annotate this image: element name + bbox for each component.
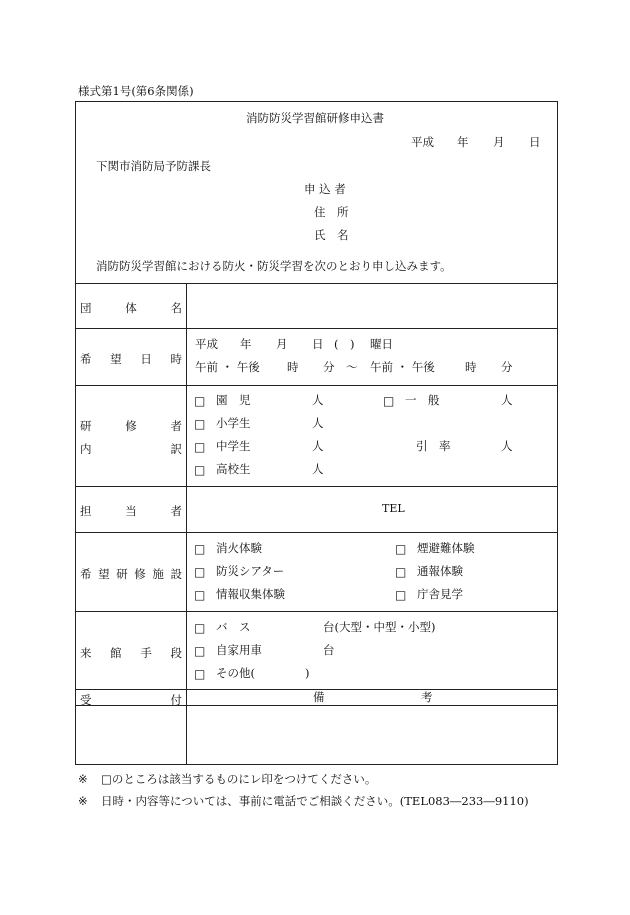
row-divider	[75, 385, 558, 386]
high-school-checkbox[interactable]: □	[194, 463, 206, 477]
kindergarten-checkbox[interactable]: □	[194, 394, 206, 408]
information-gathering-checkbox[interactable]: □	[194, 588, 206, 602]
row-divider	[75, 328, 558, 329]
reception-label: 受 付	[80, 693, 182, 707]
form-title: 消防防災学習館研修申込書	[246, 111, 384, 125]
tel-label: TEL	[382, 502, 405, 515]
facilities-label: 希 望 研 修 施 設	[80, 567, 182, 581]
bus-checkbox[interactable]: □	[194, 621, 206, 635]
row-divider	[75, 611, 558, 612]
row-divider	[75, 532, 558, 533]
application-statement: 消防防災学習館における防火・防災学習を次のとおり申し込みます。	[96, 259, 452, 273]
other-checkbox[interactable]: □	[194, 667, 206, 681]
remarks-field[interactable]	[189, 708, 555, 762]
trainees-label-line2: 内 訳	[80, 442, 182, 456]
reception-field	[78, 708, 184, 762]
building-tour-checkbox[interactable]: □	[395, 588, 407, 602]
desired-datetime-label: 希 望 日 時	[80, 352, 182, 366]
general-checkbox[interactable]: □	[383, 394, 395, 408]
private-car-checkbox[interactable]: □	[194, 644, 206, 658]
row-divider	[75, 283, 558, 284]
group-name-field[interactable]	[190, 288, 552, 324]
transport-label: 来 館 手 段	[80, 646, 182, 660]
addressee: 下関市消防局予防課長	[96, 159, 211, 173]
form-number: 様式第1号(第6条関係)	[78, 84, 194, 98]
row-divider	[75, 486, 558, 487]
name-label: 氏 名	[314, 228, 349, 242]
applicant-label: 申 込 者	[304, 182, 346, 196]
emergency-call-checkbox[interactable]: □	[395, 565, 407, 579]
disaster-theater-checkbox[interactable]: □	[194, 565, 206, 579]
smoke-evacuation-checkbox[interactable]: □	[395, 542, 407, 556]
column-divider	[186, 283, 187, 765]
junior-high-checkbox[interactable]: □	[194, 440, 206, 454]
contact-person-label: 担 当 者	[80, 504, 182, 518]
group-name-label: 団 体 名	[80, 301, 182, 315]
fire-extinguishing-checkbox[interactable]: □	[194, 542, 206, 556]
address-label: 住 所	[314, 205, 349, 219]
trainees-label-line1: 研 修 者	[80, 419, 182, 433]
remarks-label-1: 備	[313, 690, 325, 704]
elementary-checkbox[interactable]: □	[194, 417, 206, 431]
remarks-label-2: 考	[421, 690, 433, 704]
